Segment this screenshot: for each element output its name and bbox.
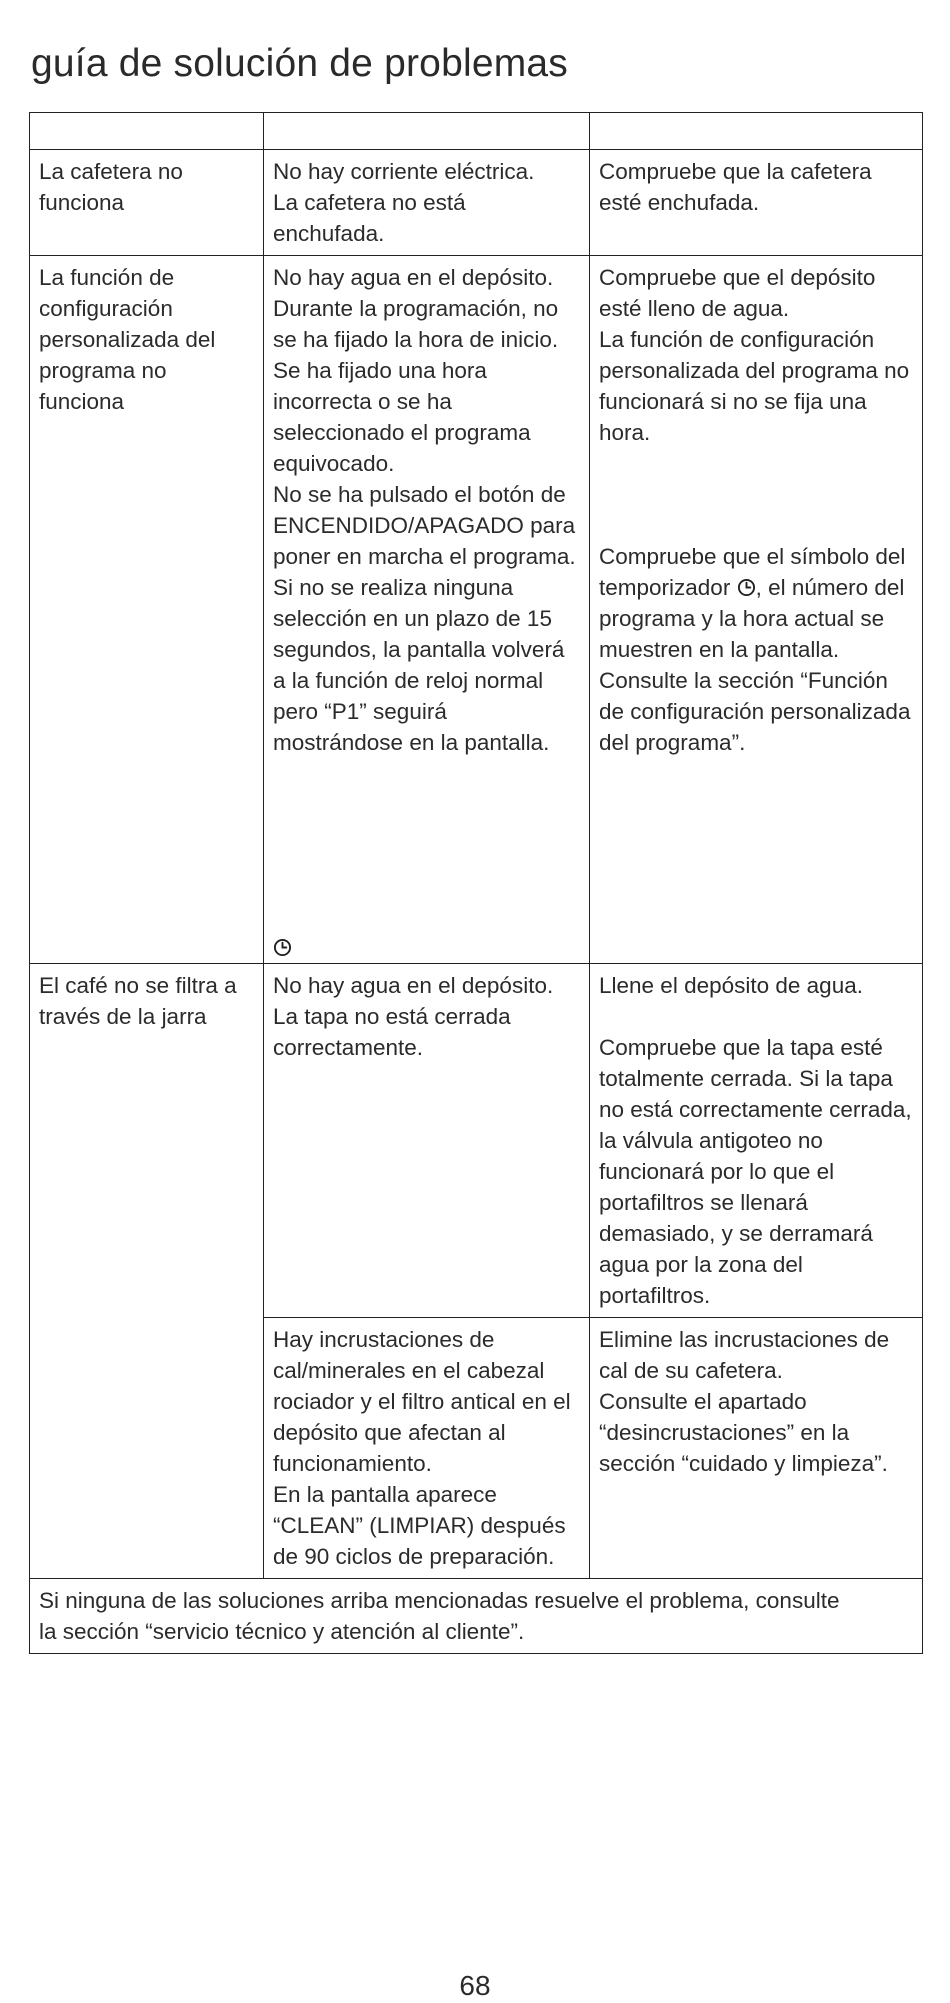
- cause-text: La cafetera no está enchufada.: [273, 190, 466, 246]
- cause-text: No hay agua en el depósito.: [273, 973, 554, 998]
- spacer: [599, 1001, 914, 1032]
- solution-text: , el número del programa y la hora actual se muestren en la pantalla.: [599, 575, 905, 662]
- solution-text: Consulte la sección “Función de configuración personalizada del programa”.: [599, 668, 911, 755]
- problem-text: La función de configuración personalizada del programa no funciona: [39, 265, 216, 414]
- spacer: [599, 448, 914, 479]
- cause-text: Se ha fijado una hora incorrecta o se ha seleccionado el programa equivocado.: [273, 358, 531, 476]
- solution-text: Elimine las incrustaciones de cal de su cafetera.: [599, 1327, 890, 1383]
- problem-text: El café no se filtra a través de la jarra: [39, 973, 237, 1029]
- cause-text: En la pantalla aparece “CLEAN” (LIMPIAR) después de 90 ciclos de preparación.: [273, 1482, 566, 1569]
- table-header-row: [30, 113, 923, 150]
- solution-text: Consulte el apartado “desincrustaciones” en la sección “cuidado y limpieza”.: [599, 1389, 888, 1476]
- header-problem: [30, 113, 264, 150]
- clock-icon: [737, 578, 756, 597]
- problem-text: La cafetera no funciona: [39, 159, 183, 215]
- cause-text: No hay agua en el depósito.: [273, 265, 554, 290]
- solution-text: Llene el depósito de agua.: [599, 973, 863, 998]
- clock-icon: [273, 938, 292, 957]
- solution-text: Compruebe que el depósito esté lleno de agua.: [599, 265, 876, 321]
- cause-text: Hay incrustaciones de cal/minerales en el cabezal rociador y el filtro antical en el depósito que afectan al funcionamiento.: [273, 1327, 571, 1476]
- header-cause: [264, 113, 590, 150]
- solution-timer-text: [599, 541, 914, 665]
- cause-text: La tapa no está cerrada correctamente.: [273, 1004, 511, 1060]
- page-title: guía de solución de problemas: [31, 42, 568, 85]
- table-row: [30, 964, 923, 1318]
- footer-note: Si ninguna de las soluciones arriba mencionadas resuelve el problema, consulte la sección “servicio técnico y atención al cliente”.: [30, 1579, 923, 1654]
- problem-cell: [30, 150, 264, 256]
- cause-cell: [264, 1318, 590, 1579]
- solution-cell: [590, 150, 923, 256]
- solution-cell: [590, 964, 923, 1318]
- solution-text: Compruebe que la cafetera esté enchufada.: [599, 159, 872, 215]
- table-row: [30, 256, 923, 964]
- cause-text: Durante la programación, no se ha fijado la hora de inicio.: [273, 296, 559, 352]
- troubleshooting-table: [29, 112, 923, 1654]
- solution-text: La función de configuración personalizada del programa no funcionará si no se fija una hora.: [599, 327, 910, 445]
- spacer: [599, 510, 914, 541]
- cause-cell: [264, 256, 590, 964]
- problem-cell: [30, 964, 264, 1579]
- problem-cell: [30, 256, 264, 964]
- solution-text: Compruebe que la tapa esté totalmente cerrada. Si la tapa no está correctamente cerrada, la válvula antigoteo no funcionará por lo que el portafiltros se llenará demasiado, y se derramará agua por la zona del portafiltros.: [599, 1035, 912, 1308]
- table-row: [30, 150, 923, 256]
- footer-row: [30, 1579, 923, 1654]
- cause-text: No hay corriente eléctrica.: [273, 159, 535, 184]
- header-solution: [590, 113, 923, 150]
- cause-cell: [264, 150, 590, 256]
- cause-text: No se ha pulsado el botón de ENCENDIDO/APAGADO para poner en marcha el programa. Si no se realiza ninguna selección en un plazo de 15 segundos, la pantalla volverá a la función de reloj normal pero “P1” seguirá mostrándose en la pantalla.: [273, 482, 576, 755]
- spacer: [599, 479, 914, 510]
- cause-cell: [264, 964, 590, 1318]
- solution-cell: [590, 1318, 923, 1579]
- solution-text: Compruebe que el símbolo del temporizador: [599, 544, 906, 600]
- solution-cell: [590, 256, 923, 964]
- page-number: 68: [459, 1970, 491, 2001]
